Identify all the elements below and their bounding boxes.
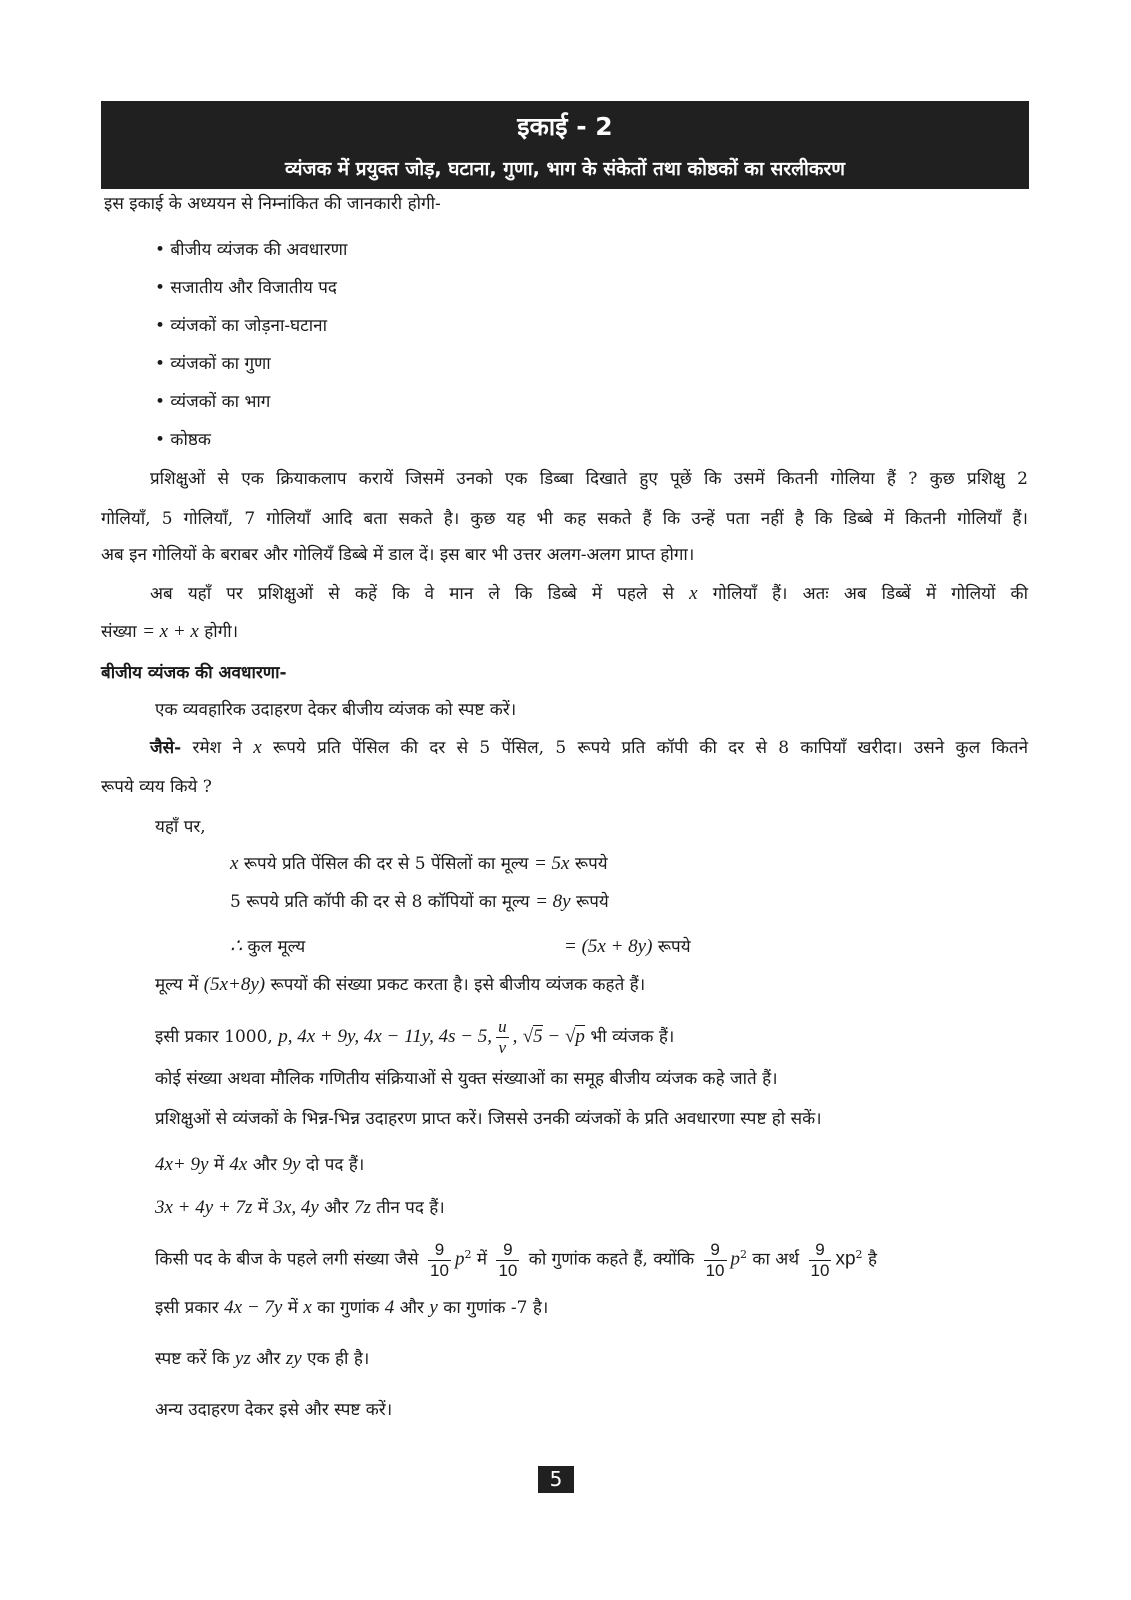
coefficient-line: [155, 1231, 877, 1284]
math-expr: 3x + 4y + 7z: [155, 1197, 253, 1218]
math-var: xp: [835, 1248, 856, 1270]
text-run: कुल मूल्य: [247, 937, 306, 957]
text-run: 5 रूपये प्रति कॉपी की दर से 8 कॉपियों का मूल्य: [230, 892, 530, 912]
math-expr: zy: [285, 1348, 302, 1369]
text-run: रमेश ने: [192, 738, 242, 758]
definition-text: कोई संख्या अथवा मौलिक गणितीय संक्रियाओं से युक्त संख्याओं का समूह बीजीय व्यंजक कहे जाते हैं।: [155, 1069, 778, 1089]
math-expr: 4: [384, 1297, 395, 1318]
text-run: संख्या: [101, 622, 137, 642]
math-expr: 9y: [282, 1154, 301, 1175]
text-run: रूपये प्रति पेंसिल की दर से 5 पेंसिल, 5 रूपये प्रति कॉपी की दर से 8 कापियाँ खरीदा। उसने कुल कितने: [273, 738, 1029, 758]
text-run: और: [399, 1298, 425, 1318]
text-run: मूल्य में: [155, 975, 199, 995]
bullet-item: • व्यंजकों का भाग: [155, 392, 271, 412]
exponent: 2: [464, 1248, 472, 1261]
paragraph-line: [150, 582, 1028, 606]
text-run: को गुणांक कहते हैं, क्योंकि: [528, 1249, 695, 1270]
math-expr: 4x: [229, 1154, 248, 1175]
math-expr: 4x − 7y: [224, 1297, 283, 1318]
therefore-symbol: ∴: [230, 936, 243, 957]
text-run: रूपये: [575, 892, 609, 912]
math-var: p: [730, 1248, 741, 1270]
math-expr: = 5x: [533, 853, 570, 874]
fraction-denominator: 10: [430, 1260, 449, 1280]
text-run: होगी।: [204, 622, 239, 642]
text-run: है: [867, 1249, 877, 1270]
fraction-numerator: 9: [503, 1239, 513, 1259]
text-run: का गुणांक: [317, 1298, 380, 1318]
terms-line: [155, 1153, 364, 1177]
text-run: रूपये: [574, 854, 608, 874]
text-run: दो पद हैं।: [305, 1155, 365, 1175]
fraction-nine-tenths: [809, 1240, 832, 1281]
example-label: जैसे-: [150, 738, 182, 758]
math-expr: (5x+8y): [203, 974, 266, 995]
terms-line: [155, 1196, 445, 1220]
paragraph-line: गोलियाँ, 5 गोलियाँ, 7 गोलियाँ आदि बता सकते है। कुछ यह भी कह सकते हैं कि उन्हें पता नहीं है कि डिब्बे में कितनी गोलियाँ हैं।: [101, 509, 1028, 529]
sqrt-expr: √5 − √p: [522, 1026, 585, 1047]
fraction-nine-tenths: [496, 1240, 519, 1281]
example-intro: एक व्यवहारिक उदाहरण देकर बीजीय व्यंजक को स्पष्ट करें।: [155, 700, 517, 720]
intro-text: इस इकाई के अध्ययन से निम्नांकित की जानकारी होगी-: [104, 194, 441, 214]
math-expr: 4x+ 9y: [155, 1154, 209, 1175]
calc-row: [230, 852, 608, 876]
unit-title: इकाई - 2: [517, 112, 613, 141]
minus-sign: −: [547, 1026, 561, 1047]
fraction-numerator: 9: [815, 1239, 825, 1259]
math-expr: p, 4x + 9y, 4x − 11y, 4s − 5,: [278, 1026, 493, 1047]
calc-result: [564, 935, 691, 959]
math-expr: = 8y: [535, 891, 571, 912]
section-heading: बीजीय व्यंजक की अवधारणा-: [101, 663, 287, 683]
bullet-item: • व्यंजकों का जोड़ना-घटाना: [155, 316, 327, 336]
example-line: रूपये व्यय किये ?: [101, 777, 212, 797]
fraction-numerator: u: [498, 1017, 507, 1036]
page-number: 5: [538, 1466, 574, 1493]
text-run: का अर्थ: [752, 1249, 800, 1270]
text-run: में: [476, 1249, 488, 1270]
coefficient-line-2: [155, 1296, 548, 1320]
fraction-denominator: 10: [810, 1260, 830, 1280]
text-run: इसी प्रकार: [155, 1298, 219, 1318]
exponent: 2: [855, 1248, 863, 1261]
text-run: अब यहाँ पर प्रशिक्षुओं से कहें कि वे मान ले कि डिब्बे में पहले से: [150, 584, 675, 604]
math-expr: = (5x + 8y): [564, 936, 653, 957]
math-var: x: [689, 583, 698, 604]
text-run: भी व्यंजक हैं।: [590, 1027, 675, 1047]
fraction-denominator: 10: [498, 1260, 518, 1280]
text-run: स्पष्ट करें कि: [155, 1349, 230, 1369]
math-var: y: [429, 1297, 438, 1318]
math-expr: yz: [234, 1348, 251, 1369]
text-run: किसी पद के बीज के पहले लगी संख्या जैसे: [155, 1249, 419, 1270]
students-text: प्रशिक्षुओं से व्यंजकों के भिन्न-भिन्न उदाहरण प्राप्त करें। जिससे उनकी व्यंजकों के प्रति अवधारणा स्पष्ट हो सकें।: [155, 1109, 822, 1129]
math-var: x: [253, 737, 262, 758]
closing-text: अन्य उदाहरण देकर इसे और स्पष्ट करें।: [155, 1400, 393, 1420]
fraction-nine-tenths: [704, 1240, 727, 1281]
similar-line: [155, 1014, 674, 1060]
exponent: 2: [740, 1248, 748, 1261]
fraction-nine-tenths: [428, 1240, 451, 1281]
fraction-denominator: 10: [705, 1260, 725, 1280]
fraction-numerator: 9: [710, 1239, 720, 1259]
math-var: p: [454, 1248, 465, 1270]
calc-row: [230, 935, 305, 959]
text-run: में: [213, 1155, 225, 1175]
calc-row: [230, 890, 609, 914]
math-expr: = x + x: [142, 621, 199, 642]
paragraph-line: प्रशिक्षुओं से एक क्रियाकलाप करायें जिसमें उनको एक डिब्बा दिखाते हुए पूछें कि उसमें कितनी गोलिया हैं ? कुछ प्रशिक्षु 2: [150, 469, 1028, 489]
math-expr: 3x, 4y: [273, 1197, 319, 1218]
fraction-denominator: v: [496, 1037, 509, 1058]
math-var: x: [303, 1297, 312, 1318]
sqrt-radicand: 5: [533, 1026, 543, 1047]
math-var: x: [230, 853, 239, 874]
text-run: और: [252, 1155, 278, 1175]
yz-line: [155, 1347, 369, 1371]
bullet-item: • कोष्ठक: [155, 430, 211, 450]
bullet-item: • बीजीय व्यंजक की अवधारणा: [155, 240, 348, 260]
text-run: तीन पद हैं।: [376, 1198, 445, 1218]
text-run: रूपयों की संख्या प्रकट करता है। इसे बीजीय व्यंजक कहते हैं।: [270, 975, 646, 995]
text-run: में: [287, 1298, 298, 1318]
text-run: 1000,: [224, 1027, 273, 1047]
paragraph-line: अब इन गोलियों के बराबर और गोलियँ डिब्बे में डाल दें। इस बार भी उत्तर अलग-अलग प्राप्त होगा।: [101, 545, 695, 565]
text-run: रूपये प्रति पेंसिल की दर से 5 पेंसिलों का मूल्य: [243, 854, 529, 874]
text-run: इसी प्रकार: [155, 1027, 219, 1047]
bullet-item: • सजातीय और विजातीय पद: [155, 278, 337, 298]
unit-header: [101, 101, 1029, 189]
fraction-u-v: [496, 1017, 509, 1058]
text-run: का गुणांक -7 है।: [443, 1298, 549, 1318]
text-run: रूपये: [657, 937, 691, 957]
text-run: में: [257, 1198, 268, 1218]
example-line: [150, 736, 1028, 760]
here-text: यहाँ पर,: [155, 817, 206, 837]
unit-subtitle: व्यंजक में प्रयुक्त जोड़, घटाना, गुणा, भाग के संकेतों तथा कोष्ठकों का सरलीकरण: [284, 158, 846, 180]
text-run: गोलियाँ हैं। अतः अब डिब्बें में गोलियों की: [712, 584, 1028, 604]
comma: ,: [512, 1026, 518, 1047]
text-run: और: [324, 1198, 349, 1218]
sqrt-radicand: p: [575, 1026, 585, 1047]
text-run: एक ही है।: [307, 1349, 370, 1369]
paragraph-line: [101, 620, 238, 644]
value-line: [155, 973, 645, 997]
text-run: और: [256, 1349, 281, 1369]
math-expr: 7z: [353, 1197, 371, 1218]
bullet-item: • व्यंजकों का गुणा: [155, 354, 271, 374]
fraction-numerator: 9: [434, 1239, 445, 1259]
